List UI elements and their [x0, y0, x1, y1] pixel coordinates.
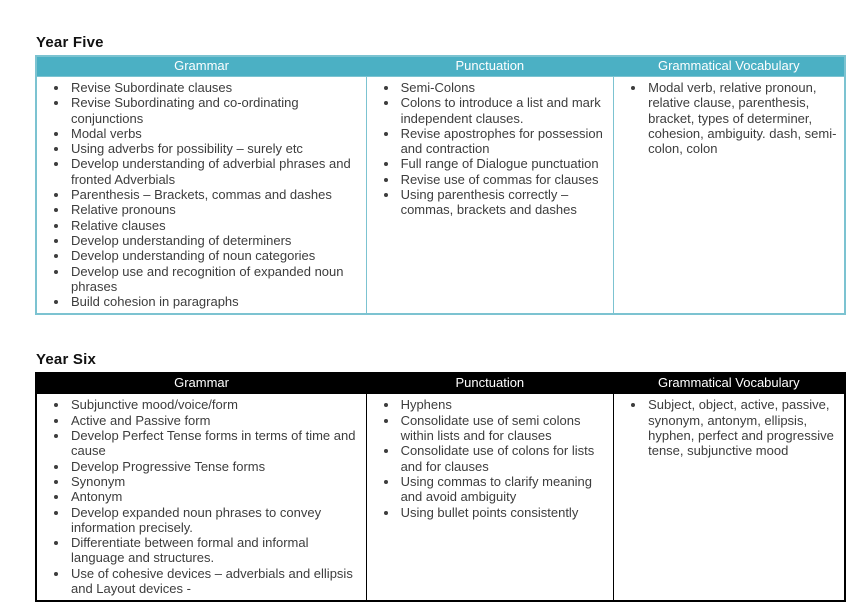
- bullet-item: • Consolidate use of semi colons within lists and for clauses: [399, 413, 608, 444]
- bullet-item: • Using bullet points consistently: [399, 505, 608, 520]
- bullet-item: • Subject, object, active, passive, synonym, antonym, ellipsis, hyphen, perfect and progressive tense, subjunctive mood: [646, 397, 838, 458]
- bullet-item: • Active and Passive form: [69, 413, 360, 428]
- column-header-grammar: Grammar: [36, 373, 366, 394]
- year-five-grammar-cell: [36, 77, 366, 315]
- bullet-item: • Antonym: [69, 489, 360, 504]
- section-year-five: [35, 34, 846, 315]
- bullet-item: • Modal verbs: [69, 126, 360, 141]
- column-header-grammatical-vocabulary: Grammatical Vocabulary: [614, 373, 845, 394]
- bullet-item: • Develop use and recognition of expanded noun phrases: [69, 264, 360, 295]
- year-six-table: [35, 372, 846, 602]
- bullet-item: • Differentiate between formal and informal language and structures.: [69, 535, 360, 566]
- year-five-header-row: [36, 56, 845, 77]
- bullet-item: • Colons to introduce a list and mark independent clauses.: [399, 95, 608, 126]
- year-five-vocabulary-list: [616, 80, 838, 156]
- bullet-item: • Using commas to clarify meaning and avoid ambiguity: [399, 474, 608, 505]
- bullet-item: • Develop understanding of noun categories: [69, 248, 360, 263]
- column-header-punctuation: Punctuation: [366, 373, 614, 394]
- bullet-item: • Revise apostrophes for possession and contraction: [399, 126, 608, 157]
- bullet-item: • Relative pronouns: [69, 202, 360, 217]
- year-six-header-row: [36, 373, 845, 394]
- year-six-punctuation-list: [369, 397, 608, 519]
- section-title-year-six: Year Six: [36, 351, 96, 369]
- year-six-vocabulary-list: [616, 397, 838, 458]
- year-six-vocabulary-cell: [614, 394, 845, 601]
- column-header-grammar: Grammar: [36, 56, 366, 77]
- column-header-grammatical-vocabulary: Grammatical Vocabulary: [614, 56, 845, 77]
- column-header-punctuation: Punctuation: [366, 56, 614, 77]
- year-five-body-row: [36, 77, 845, 315]
- bullet-item: • Develop Perfect Tense forms in terms of time and cause: [69, 428, 360, 459]
- year-five-punctuation-list: [369, 80, 608, 218]
- year-five-grammar-list: [39, 80, 360, 309]
- bullet-item: • Develop understanding of adverbial phrases and fronted Adverbials: [69, 156, 360, 187]
- bullet-item: • Semi-Colons: [399, 80, 608, 95]
- bullet-item: • Relative clauses: [69, 218, 360, 233]
- bullet-item: • Modal verb, relative pronoun, relative clause, parenthesis, bracket, types of determiner, cohesion, ambiguity. dash, semi-colon, colon: [646, 80, 838, 156]
- year-six-body-row: [36, 394, 845, 601]
- bullet-item: • Full range of Dialogue punctuation: [399, 156, 608, 171]
- year-six-punctuation-cell: [366, 394, 614, 601]
- bullet-item: • Using adverbs for possibility – surely etc: [69, 141, 360, 156]
- section-title-year-five: Year Five: [36, 34, 104, 51]
- bullet-item: • Hyphens: [399, 397, 608, 412]
- bullet-item: • Build cohesion in paragraphs: [69, 294, 360, 309]
- bullet-item: • Use of cohesive devices – adverbials and ellipsis and Layout devices -: [69, 566, 360, 597]
- bullet-item: • Revise Subordinating and co-ordinating conjunctions: [69, 95, 360, 126]
- year-five-vocabulary-cell: [614, 77, 845, 315]
- bullet-item: • Develop understanding of determiners: [69, 233, 360, 248]
- bullet-item: • Subjunctive mood/voice/form: [69, 397, 360, 412]
- bullet-item: • Consolidate use of colons for lists and for clauses: [399, 443, 608, 474]
- year-five-punctuation-cell: [366, 77, 614, 315]
- year-six-grammar-list: [39, 397, 360, 596]
- bullet-item: • Develop expanded noun phrases to convey information precisely.: [69, 505, 360, 536]
- bullet-item: • Develop Progressive Tense forms: [69, 459, 360, 474]
- bullet-item: • Revise Subordinate clauses: [69, 80, 360, 95]
- bullet-item: • Synonym: [69, 474, 360, 489]
- year-five-table: [35, 55, 846, 315]
- section-year-six: [35, 351, 846, 602]
- bullet-item: • Parenthesis – Brackets, commas and dashes: [69, 187, 360, 202]
- bullet-item: • Revise use of commas for clauses: [399, 172, 608, 187]
- bullet-item: • Using parenthesis correctly – commas, brackets and dashes: [399, 187, 608, 218]
- year-six-grammar-cell: [36, 394, 366, 601]
